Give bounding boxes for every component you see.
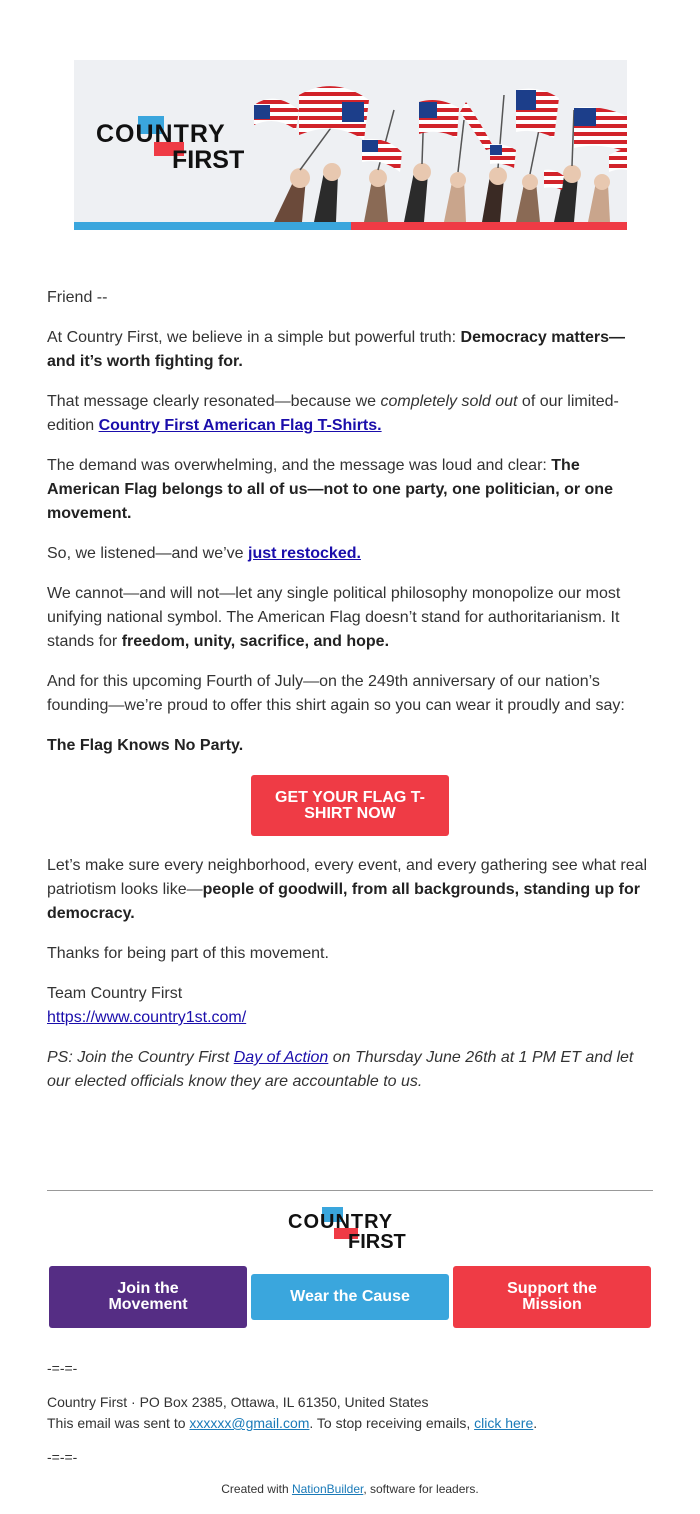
separator-2: -=-=- — [47, 1449, 78, 1465]
header-banner — [74, 60, 627, 230]
signature: Team Country First https://www.country1st.com/ — [47, 985, 247, 1026]
footer-divider — [47, 1190, 653, 1191]
footer-logo: COUNTRY FIRST — [288, 1212, 406, 1252]
recipient-email-link[interactable]: xxxxxx@gmail.com — [189, 1415, 310, 1431]
paragraph-7: The Flag Knows No Party. — [47, 737, 244, 754]
banner-bar-red — [351, 222, 627, 230]
day-of-action-link[interactable]: Day of Action — [233, 1049, 329, 1066]
separator-1: -=-=- — [47, 1360, 78, 1376]
postal-address: Country First · PO Box 2385, Ottawa, IL 61350, United States — [47, 1394, 429, 1410]
paragraph-8: Let’s make sure every neighborhood, every event, and every gathering see what real patriotism looks like—people of goodwill, from all backgrounds, standing up for democracy. — [47, 857, 648, 922]
country-first-logo: COUNTRY FIRST — [96, 122, 244, 173]
paragraph-4: So, we listened—and we’ve just restocked. — [47, 545, 361, 562]
support-mission-button[interactable]: Support the Mission — [453, 1266, 651, 1328]
paragraph-3: The demand was overwhelming, and the message was loud and clear: The American Flag belongs to all of us—not to one party, one politician, or one movement. — [47, 457, 613, 522]
flag-tshirts-link[interactable]: Country First American Flag T-Shirts. — [98, 417, 382, 434]
waving-flags-image — [254, 60, 627, 222]
paragraph-2: That message clearly resonated—because we completely sold out of our limited-edition Country First American Flag T-Shirts. — [47, 393, 619, 434]
unsubscribe-line: This email was sent to xxxxxx@gmail.com. To stop receiving emails, click here. — [47, 1415, 538, 1431]
join-movement-button[interactable]: Join the Movement — [49, 1266, 247, 1328]
just-restocked-link[interactable]: just restocked. — [248, 545, 361, 562]
wear-cause-button[interactable]: Wear the Cause — [251, 1274, 449, 1320]
unsubscribe-link[interactable]: click here — [474, 1415, 534, 1431]
nationbuilder-link[interactable]: NationBuilder — [291, 1482, 364, 1496]
banner-bar-blue — [74, 222, 351, 230]
postscript: PS: Join the Country First Day of Action on Thursday June 26th at 1 PM ET and let our elected officials know they are accountable to us. — [47, 1049, 634, 1090]
created-with-line: Created with NationBuilder, software for leaders. — [221, 1482, 479, 1496]
paragraph-5: We cannot—and will not—let any single political philosophy monopolize our most unifying national symbol. The American Flag doesn’t stand for authoritarianism. It stands for freedom, unity, sacrifice, and hope. — [47, 585, 621, 650]
website-link[interactable]: https://www.country1st.com/ — [47, 1009, 247, 1026]
paragraph-9: Thanks for being part of this movement. — [47, 945, 329, 962]
paragraph-1: At Country First, we believe in a simple but powerful truth: Democracy matters—and it’s worth fighting for. — [47, 329, 626, 370]
get-tshirt-button[interactable]: GET YOUR FLAG T-SHIRT NOW — [251, 775, 449, 836]
greeting: Friend -- — [47, 289, 108, 306]
paragraph-6: And for this upcoming Fourth of July—on the 249th anniversary of our nation’s founding—we’re proud to offer this shirt again so you can wear it proudly and say: — [47, 673, 625, 714]
